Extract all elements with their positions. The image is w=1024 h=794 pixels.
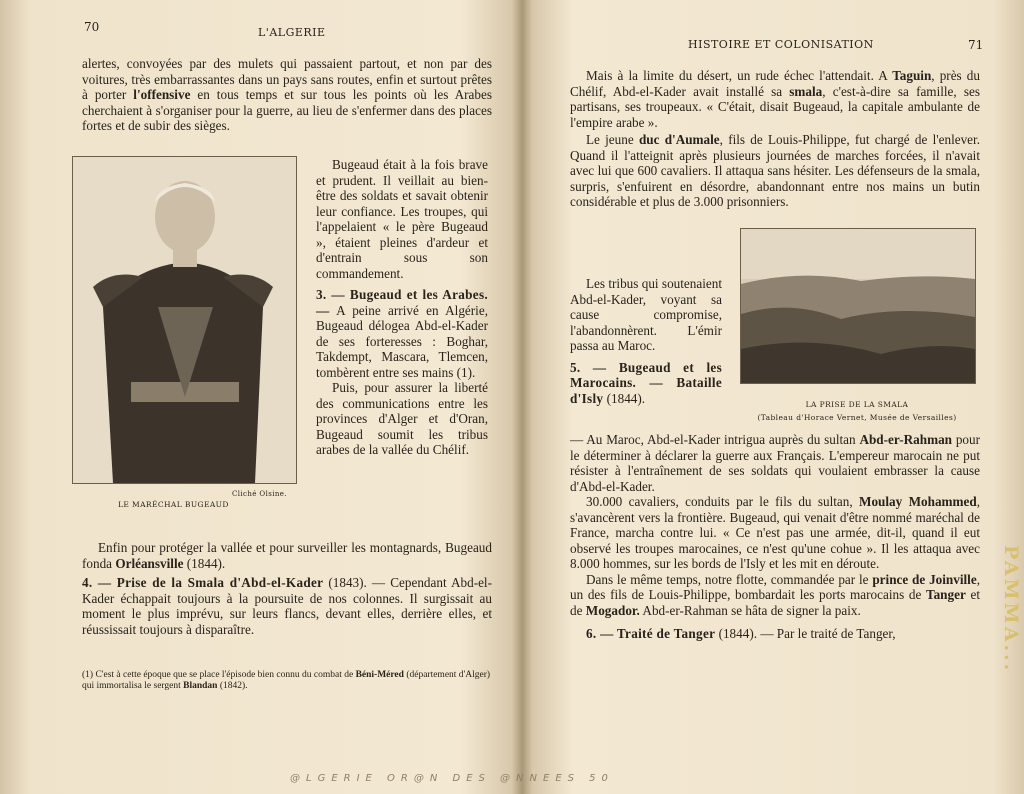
isly-text: — Au Maroc, Abd-el-Kader intrigua auprès du sultan Abd-er-Rahman pour le déterminer à déclarer la guerre aux Français. L'empereur marocain ne put résister à l'entraînement de ses soldats qui voulaient embrasser la cause d'Abd-el-Kader. 30.000 cavaliers, conduits par le fils du sultan, Moulay Mohammed, s'avancèrent vers la frontière. Bugeaud, qui venait d'être nommé maréchal de France, marcha contre lui. « Ce n'est pas une armée, dit-il, quand il eut observé les troupes marocaines, ce n'est qu'une cohue ». Il les attaqua avec 8.000 hommes, sur les bords de l'Isly et les mit en déroute. Dans le même temps, notre flotte, commandée par le prince de Joinville, un des fils de Louis-Philippe, bombardait les ports marocains de Tanger et de Mogador. Abd-er-Rahman se hâta de signer la paix. 6. — Traité de Tanger (1844). — Par le traité de Tanger,: [570, 432, 980, 641]
portrait-credit: Cliché Olsine.: [232, 490, 287, 498]
communications-paragraph: Puis, pour assurer la liberté des communications entre les provinces d'Alger et d'Oran, Bugeaud soumit les tribus arabes de la vallée du Chélif.: [316, 380, 488, 457]
section-5: 5. — Bugeaud et les Marocains. — Bataille d'Isly (1844).: [570, 359, 722, 406]
side-stamp: PAMMA...: [1000, 545, 1022, 674]
section-3: 3. — Bugeaud et les Arabes.— A peine arrivé en Algérie, Bugeaud délogea Abd-el-Kader de ses forteresses : Boghar, Takdempt, Mascara, Tlemcen, tombèrent entre ses mains (1).: [316, 287, 488, 380]
lower-left-text: [82, 540, 492, 637]
portrait-image: [72, 156, 297, 484]
smala-painting: [740, 228, 976, 384]
section-6: 6. — Traité de Tanger (1844). — Par le traité de Tanger,: [586, 626, 896, 641]
smala-text: Mais à la limite du désert, un rude échec l'attendait. A Taguin, près du Chélif, Abd-el-Kader avait installé sa smala, c'est-à-dire sa famille, ses partisans, ses troupeaux. « C'était, disait Bugeaud, la capitale ambulante de l'empire arabe ».: [570, 68, 980, 130]
running-head: L'ALGERIE: [258, 26, 326, 39]
page-number: 70: [84, 20, 100, 34]
painting-caption-title: LA PRISE DE LA SMALA: [805, 400, 909, 409]
painting-caption-source: (Tableau d'Horace Vernet, Musée de Versailles): [757, 413, 957, 422]
orleansville-paragraph: Enfin pour protéger la vallée et pour surveiller les montagnards, Bugeaud fonda Orléansville (1844).: [82, 540, 492, 571]
battle-illustration: [741, 229, 975, 383]
left-page: [0, 0, 515, 780]
running-head: HISTOIRE ET COLONISATION: [688, 38, 874, 51]
portrait-caption: LE MARÉCHAL BUGEAUD: [118, 500, 229, 509]
section-4: 4. — Prise de la Smala d'Abd-el-Kader (1843). — Cependant Abd-el-Kader échappait toujours à la poursuite de nos colonnes. Il surgissait au moment le plus imprévu, sur leurs flancs, devant elles, derrière elles, et réussissait toujours à disparaître.: [82, 575, 492, 637]
watermark: @LGERIE OR@N DES @NNEES 50: [290, 773, 614, 784]
aumale-text-top: Le jeune duc d'Aumale, fils de Louis-Philippe, fut chargé de l'enlever. Quand il l'atteignit après plusieurs journées de marches forcées, il n'avait avec lui que 600 cavaliers. Il attaqua sans hésiter. Les défenseurs de la smala, surpris, s'enfuirent en désordre, abandonnant entre nos mains un butin considérable et plus de 3.000 prisonniers.: [570, 132, 980, 209]
right-page: [528, 0, 1024, 780]
portrait-illustration: [73, 157, 296, 483]
footnote: (1) C'est à cette époque que se place l'épisode bien connu du combat de Béni-Méred (département d'Alger) qui immortalisa le sergent Blandan (1842).: [82, 670, 491, 691]
right-column-text: [316, 157, 488, 458]
tribes-text: Les tribus qui soutenaient Abd-el-Kader, voyant sa cause compromise, l'abandonnèrent. L'émir passa au Maroc. 5. — Bugeaud et les Marocains. — Bataille d'Isly (1844).: [570, 276, 722, 406]
bugeaud-paragraph: Bugeaud était à la fois brave et prudent. Il veillait au bien-être des soldats et savait obtenir leur confiance. Les troupes, qui l'appelaient « le père Bugeaud », étaient pleines d'ardeur et d'entrain sous son commandement.: [316, 157, 488, 281]
page-number: 71: [968, 38, 984, 52]
opening-paragraph: alertes, convoyées par des mulets qui passaient partout, et non par des voitures, très embarrassantes dans un pays sans routes, enfin et surtout prêtes à porter l'offensive en tous temps et sur tous les points où les Arabes cherchaient à s'organiser pour la guerre, au lieu de s'enfermer dans des places fortes et de subir des sièges.: [82, 56, 492, 133]
